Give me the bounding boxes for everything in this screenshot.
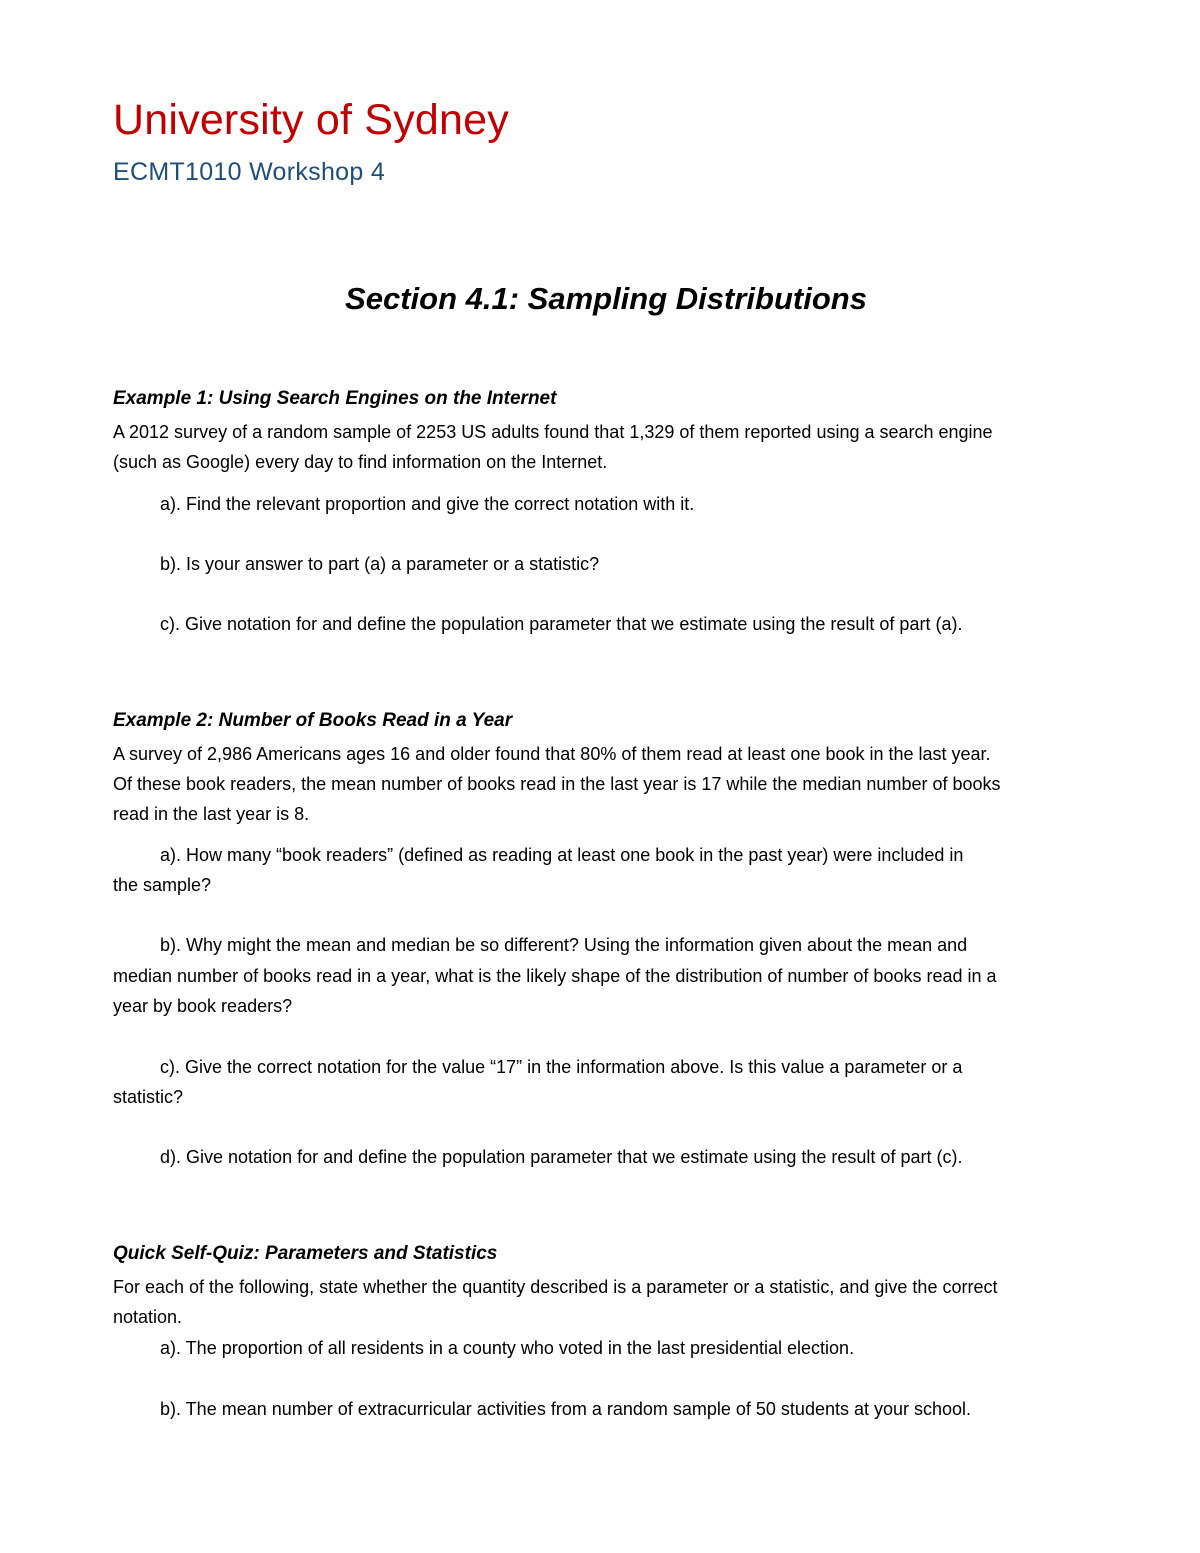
example-2-text-line: A survey of 2,986 Americans ages 16 and older found that 80% of them read at least one book in the last year. [113, 744, 991, 764]
example-2-item-b-continuation: year by book readers? [113, 996, 293, 1016]
example-1-text-line: A 2012 survey of a random sample of 2253 US adults found that 1,329 of them reported using a search engine [113, 422, 993, 442]
quiz-heading: Quick Self-Quiz: Parameters and Statistics [113, 1243, 498, 1264]
example-2-text-line: read in the last year is 8. [113, 804, 310, 824]
example-2-text-line: Of these book readers, the mean number of books read in the last year is 17 while the median number of books [113, 774, 1001, 794]
university-title: University of Sydney [113, 96, 509, 144]
workshop-subtitle: ECMT1010 Workshop 4 [113, 158, 386, 186]
example-1-item-b: b). Is your answer to part (a) a parameter or a statistic? [160, 554, 600, 574]
quiz-item-a: a). The proportion of all residents in a county who voted in the last presidential election. [160, 1338, 855, 1358]
example-2-item-c: c). Give the correct notation for the value “17” in the information above. Is this value a parameter or a [160, 1057, 963, 1077]
example-1-text-line: (such as Google) every day to find information on the Internet. [113, 452, 608, 472]
example-2-item-c-continuation: statistic? [113, 1087, 184, 1107]
example-1-item-a: a). Find the relevant proportion and give the correct notation with it. [160, 494, 695, 514]
section-title: Section 4.1: Sampling Distributions [345, 281, 867, 316]
quiz-text-line: For each of the following, state whether the quantity described is a parameter or a statistic, and give the correct [113, 1277, 998, 1297]
example-2-item-b-continuation: median number of books read in a year, what is the likely shape of the distribution of number of books read in a [113, 966, 997, 986]
example-2-item-d: d). Give notation for and define the population parameter that we estimate using the result of part (c). [160, 1147, 963, 1167]
quiz-text-line: notation. [113, 1307, 183, 1327]
example-2-item-a: a). How many “book readers” (defined as reading at least one book in the past year) were included in [160, 845, 964, 865]
example-2-heading: Example 2: Number of Books Read in a Year [113, 710, 513, 731]
example-2-item-b: b). Why might the mean and median be so different? Using the information given about the mean and [160, 935, 968, 955]
example-2-item-a-continuation: the sample? [113, 875, 212, 895]
example-1-heading: Example 1: Using Search Engines on the Internet [113, 388, 557, 409]
quiz-item-b: b). The mean number of extracurricular activities from a random sample of 50 students at your school. [160, 1399, 972, 1419]
example-1-item-c: c). Give notation for and define the population parameter that we estimate using the result of part (a). [160, 614, 963, 634]
